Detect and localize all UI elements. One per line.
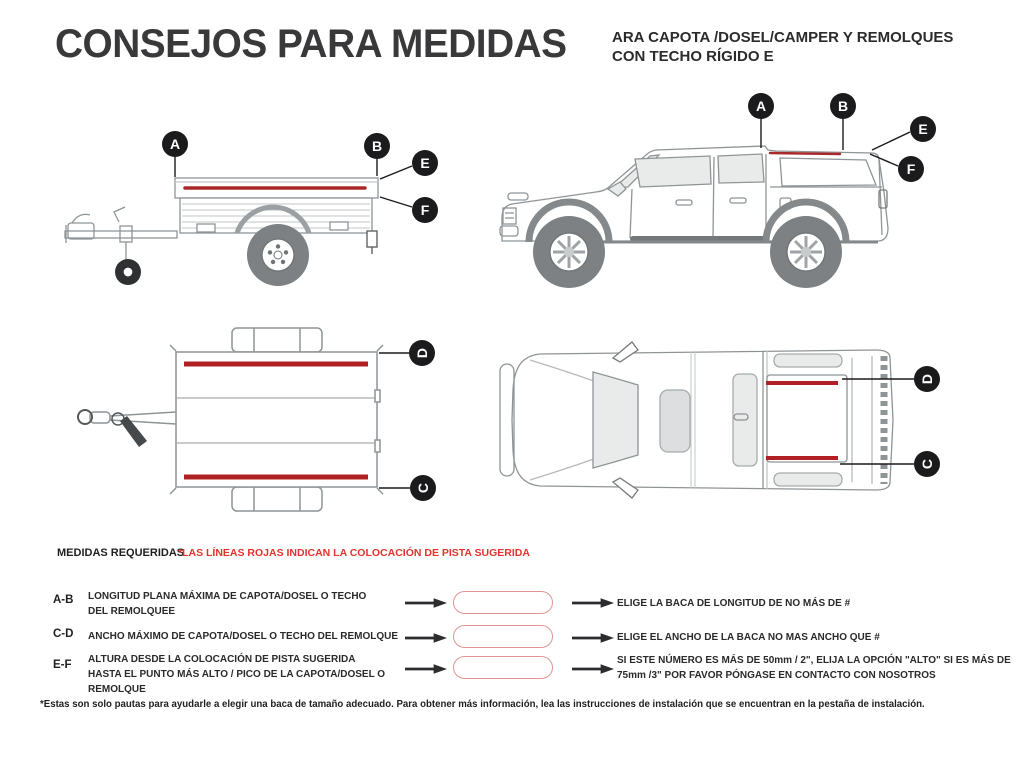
page-title: CONSEJOS PARA MEDIDAS — [55, 22, 567, 66]
truck-top-view-diagram — [480, 330, 1024, 530]
marker-leader-lines — [379, 353, 410, 488]
marker-e: E — [420, 155, 430, 171]
arrow-right-icon — [405, 597, 447, 609]
trailer-side-line-art — [65, 178, 378, 285]
arrow-right-icon — [405, 632, 447, 644]
trailer-top-view-diagram — [30, 320, 470, 530]
marker-d: D — [919, 373, 935, 385]
measure-code-ab: A-B — [53, 594, 74, 606]
measure-result-cd: ELIGE EL ANCHO DE LA BACA NO MAS ANCHO QUE # — [617, 632, 880, 643]
measure-result-ab: ELIGE LA BACA DE LONGITUD DE NO MÁS DE # — [617, 598, 851, 609]
measurement-value-pill-ef — [453, 656, 553, 679]
measure-code-ef: E-F — [53, 659, 72, 671]
trailer-side-view-diagram — [30, 100, 470, 320]
measure-row-ef — [53, 650, 1013, 695]
marker-d: D — [414, 347, 430, 359]
marker-b: B — [837, 98, 849, 114]
marker-c: C — [919, 458, 935, 470]
measure-row-ab — [53, 589, 1013, 623]
truck-side-view-diagram — [480, 90, 1024, 310]
trailer-wheel — [247, 224, 309, 286]
marker-c: C — [415, 482, 431, 494]
measure-description-ab: LONGITUD PLANA MÁXIMA DE CAPOTA/DOSEL O TECHO DEL REMOLQUEE — [88, 591, 367, 617]
marker-f: F — [906, 161, 916, 177]
measure-markers — [409, 340, 436, 501]
measurement-value-pill-ab — [453, 591, 553, 614]
measure-markers — [914, 366, 940, 477]
measurement-value-pill-cd — [453, 625, 553, 648]
truck-top-line-art — [500, 342, 893, 498]
measure-result-ef: SI ESTE NÚMERO ES MÁS DE 50mm / 2", ELIJA LA OPCIÓN "ALTO" SI ES MÁS DE 75mm /3" POR FAVOR PÓNGASE EN CONTACTO CON NOSOTROS — [617, 655, 1011, 681]
red-lines-legend: *LAS LÍNEAS ROJAS INDICAN LA COLOCACIÓN DE PISTA SUGERIDA — [178, 547, 530, 559]
measures-heading: MEDIDAS REQUERIDAS — [57, 547, 185, 559]
measure-description-ef: ALTURA DESDE LA COLOCACIÓN DE PISTA SUGERIDA HASTA EL PUNTO MÁS ALTO / PICO DE LA CAPOTA/DOSEL O REMOLQUE — [88, 654, 386, 695]
footnote: *Estas son solo pautas para ayudarle a elegir una baca de tamaño adecuado. Para obtener más información, lea las instrucciones de instalación que se encuentran en la pestaña de instalación. — [40, 698, 925, 710]
marker-f: F — [420, 202, 430, 218]
marker-a: A — [755, 98, 767, 114]
suggested-track-red-line — [770, 153, 840, 154]
arrow-right-icon — [572, 663, 614, 675]
arrow-right-icon — [405, 663, 447, 675]
measure-description-cd: ANCHO MÁXIMO DE CAPOTA/DOSEL O TECHO DEL REMOLQUE — [88, 631, 399, 642]
subtitle-line-2: CON TECHO RÍGIDO E — [612, 48, 774, 65]
arrow-right-icon — [572, 632, 614, 644]
marker-e: E — [918, 121, 928, 137]
measure-code-cd: C-D — [53, 628, 74, 640]
trailer-handbrake-lever — [120, 416, 147, 447]
marker-a: A — [169, 136, 181, 152]
marker-b: B — [371, 138, 383, 154]
measure-row-cd — [53, 624, 1013, 648]
arrow-right-icon — [572, 597, 614, 609]
page-subtitle — [612, 28, 953, 66]
subtitle-line-1: ARA CAPOTA /DOSEL/CAMPER Y REMOLQUES — [612, 29, 954, 46]
